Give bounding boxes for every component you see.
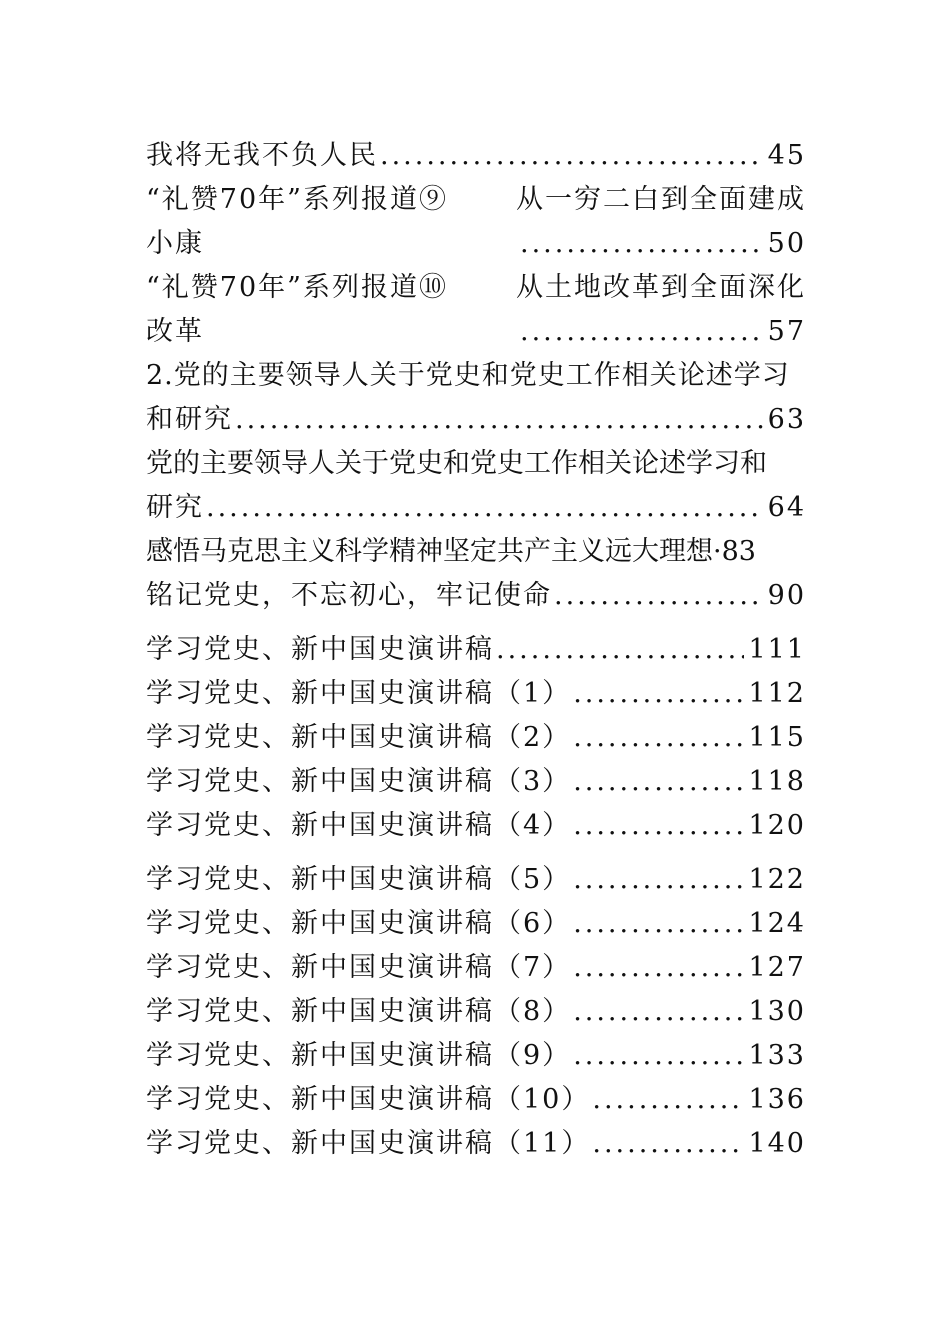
- toc-page-number: 140: [748, 1128, 806, 1159]
- toc-entry[interactable]: [146, 178, 806, 266]
- toc-entry-title: 学习党史、新中国史演讲稿（6）: [146, 908, 572, 939]
- toc-entry-title: 我将无我不负人民: [146, 140, 378, 171]
- dot-leader: [573, 716, 744, 760]
- toc-entry-title: 学习党史、新中国史演讲稿（4）: [146, 810, 572, 841]
- toc-entry-title: 铭记党史，不忘初心，牢记使命: [146, 580, 552, 611]
- toc-entry-title: 党的主要领导人关于党史和党史工作相关论述学习和: [146, 448, 767, 479]
- toc-entry[interactable]: [146, 442, 806, 530]
- dot-leader: [573, 990, 744, 1034]
- toc-page-number: 118: [748, 766, 806, 797]
- table-of-contents: [146, 134, 806, 1166]
- dot-leader: [573, 760, 744, 804]
- toc-entry[interactable]: [146, 628, 806, 672]
- toc-entry-title: 学习党史、新中国史演讲稿（7）: [146, 952, 572, 983]
- toc-page-number: 130: [748, 996, 806, 1027]
- toc-entry[interactable]: [146, 804, 806, 848]
- dot-leader: [573, 804, 744, 848]
- toc-entry[interactable]: [146, 1122, 806, 1166]
- toc-entry[interactable]: [146, 266, 806, 354]
- dot-leader: [496, 628, 744, 672]
- toc-entry-subtitle: 从一穷二白到全面建成: [516, 184, 806, 215]
- toc-entry[interactable]: [146, 858, 806, 902]
- toc-page-number: 124: [748, 908, 806, 939]
- dot-leader: [554, 574, 764, 618]
- toc-entry[interactable]: [146, 134, 806, 178]
- toc-entry[interactable]: [146, 902, 806, 946]
- toc-entry[interactable]: [146, 716, 806, 760]
- dot-leader: [206, 486, 764, 530]
- toc-page-number: 133: [748, 1040, 806, 1071]
- dot-leader: [592, 1078, 744, 1122]
- toc-entry-title: 学习党史、新中国史演讲稿（9）: [146, 1040, 572, 1071]
- toc-entry-subtitle: 从土地改革到全面深化: [516, 272, 806, 303]
- toc-page-number: 136: [748, 1084, 806, 1115]
- dot-leader: [235, 398, 764, 442]
- toc-entry-title: 学习党史、新中国史演讲稿（2）: [146, 722, 572, 753]
- toc-entry-title: 学习党史、新中国史演讲稿（10）: [146, 1084, 591, 1115]
- toc-entry-title: “礼赞70年”系列报道⑩: [146, 272, 448, 303]
- toc-entry-title-continued: 和研究: [146, 404, 233, 435]
- toc-page-number: 115: [748, 722, 806, 753]
- dot-leader: [520, 310, 764, 354]
- toc-entry[interactable]: [146, 530, 806, 574]
- dot-leader: [573, 946, 744, 990]
- toc-page-number: 111: [748, 634, 806, 665]
- toc-page-number: 63: [767, 404, 806, 435]
- toc-entry-title: 学习党史、新中国史演讲稿（3）: [146, 766, 572, 797]
- toc-entry-title: 学习党史、新中国史演讲稿（5）: [146, 864, 572, 895]
- toc-entry-title-continued: 改革: [146, 316, 204, 347]
- toc-entry-title: 学习党史、新中国史演讲稿: [146, 634, 494, 665]
- toc-entry[interactable]: [146, 990, 806, 1034]
- toc-entry-title: 感悟马克思主义科学精神坚定共产主义远大理想·83: [146, 536, 756, 567]
- toc-entry-title-continued: 研究: [146, 492, 204, 523]
- toc-page-number: 64: [767, 492, 806, 523]
- toc-page-number: 127: [748, 952, 806, 983]
- toc-page-number: 112: [748, 678, 806, 709]
- toc-entry-title: 学习党史、新中国史演讲稿（1）: [146, 678, 572, 709]
- toc-entry-title-continued: 小康: [146, 228, 204, 259]
- toc-page-number: 90: [767, 580, 806, 611]
- toc-entry[interactable]: [146, 1078, 806, 1122]
- toc-entry[interactable]: [146, 760, 806, 804]
- toc-entry-title: “礼赞70年”系列报道⑨: [146, 184, 448, 215]
- toc-entry-title: 2.党的主要领导人关于党史和党史工作相关论述学习: [146, 360, 790, 391]
- toc-page-number: 120: [748, 810, 806, 841]
- dot-leader: [573, 1034, 744, 1078]
- toc-page-number: 45: [767, 140, 806, 171]
- toc-entry-title: 学习党史、新中国史演讲稿（11）: [146, 1128, 591, 1159]
- toc-entry[interactable]: [146, 672, 806, 716]
- dot-leader: [520, 222, 764, 266]
- toc-entry-title: 学习党史、新中国史演讲稿（8）: [146, 996, 572, 1027]
- toc-entry[interactable]: [146, 1034, 806, 1078]
- toc-page-number: 50: [767, 228, 806, 259]
- dot-leader: [573, 902, 744, 946]
- dot-leader: [380, 134, 764, 178]
- dot-leader: [573, 672, 744, 716]
- toc-entry[interactable]: [146, 574, 806, 618]
- toc-page-number: 57: [767, 316, 806, 347]
- dot-leader: [573, 858, 744, 902]
- dot-leader: [592, 1122, 744, 1166]
- toc-page-number: 122: [748, 864, 806, 895]
- toc-entry[interactable]: [146, 354, 806, 442]
- toc-entry[interactable]: [146, 946, 806, 990]
